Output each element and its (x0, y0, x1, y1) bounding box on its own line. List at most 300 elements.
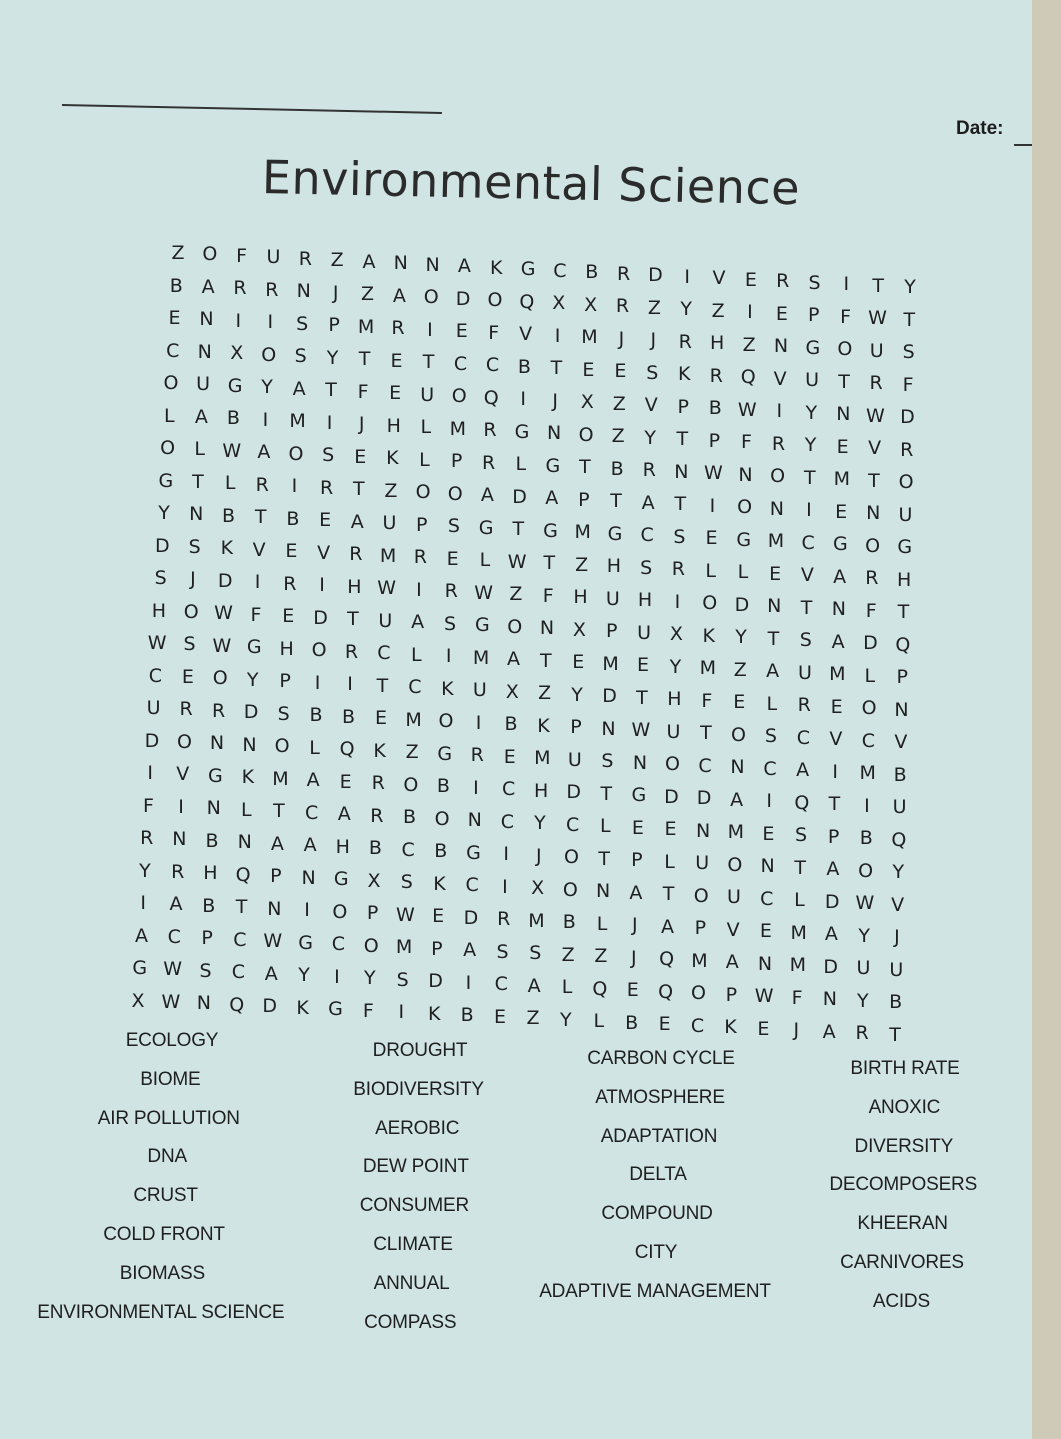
grid-letter: L (599, 815, 611, 838)
grid-letter: I (709, 494, 716, 517)
grid-letter: A (134, 924, 148, 947)
grid-letter: J (618, 327, 625, 350)
grid-letter: C (760, 887, 774, 910)
grid-letter: P (827, 825, 840, 848)
grid-letter: Y (735, 626, 747, 649)
grid-letter: R (283, 572, 297, 595)
grid-letter: N (197, 340, 212, 363)
grid-letter: W (222, 439, 242, 462)
grid-letter: W (474, 581, 493, 604)
grid-letter: O (261, 343, 277, 366)
grid-letter: I (304, 899, 310, 922)
grid-letter: V (773, 367, 787, 390)
grid-letter: Y (560, 1008, 572, 1031)
grid-letter: N (632, 751, 648, 774)
grid-letter: H (667, 688, 682, 711)
grid-letter: B (610, 457, 624, 480)
grid-letter: I (254, 571, 261, 594)
grid-letter: C (861, 729, 876, 752)
grid-letter: R (470, 744, 484, 767)
grid-letter: P (708, 429, 721, 452)
grid-letter: F (902, 373, 914, 396)
grid-letter: P (578, 488, 590, 511)
grid-letter: K (537, 714, 550, 737)
grid-letter: S (496, 940, 509, 963)
grid-letter: Q (891, 828, 907, 851)
word-bank-item: CRUST (133, 1185, 198, 1207)
grid-letter: O (438, 710, 454, 733)
grid-letter: T (347, 608, 359, 631)
grid-letter: Y (158, 502, 170, 524)
grid-letter: G (328, 998, 343, 1021)
grid-letter: M (767, 530, 785, 553)
grid-letter: P (279, 670, 291, 693)
grid-letter: F (142, 794, 154, 817)
page-title: Environmental Science (261, 150, 801, 216)
grid-letter: U (889, 958, 904, 981)
word-bank-item: DIVERSITY (854, 1135, 954, 1157)
grid-letter: Z (538, 682, 552, 705)
grid-letter: O (702, 592, 718, 615)
grid-letter: B (402, 806, 416, 829)
grid-letter: C (231, 961, 245, 984)
grid-letter: X (584, 293, 598, 316)
grid-letter: V (176, 763, 190, 786)
word-bank-item: COLD FRONT (103, 1224, 225, 1245)
grid-letter: M (833, 468, 851, 491)
grid-letter: O (693, 884, 709, 907)
grid-letter: A (257, 441, 271, 464)
grid-letter: A (392, 284, 406, 307)
grid-letter: V (317, 541, 331, 564)
grid-letter: N (172, 828, 187, 851)
grid-letter: B (859, 827, 873, 850)
grid-letter: T (600, 782, 613, 805)
grid-letter: L (419, 448, 430, 471)
grid-letter: S (294, 345, 307, 368)
grid-letter: O (403, 773, 419, 796)
grid-letter: A (362, 250, 376, 273)
grid-letter: N (209, 732, 225, 755)
grid-letter: T (235, 896, 248, 919)
grid-letter: O (451, 385, 467, 408)
grid-letter: J (793, 1019, 800, 1042)
grid-letter: I (684, 265, 690, 288)
word-bank-item: CARNIVORES (840, 1252, 964, 1273)
grid-letter: M (691, 949, 708, 972)
grid-letter: K (241, 766, 255, 789)
grid-letter: E (631, 816, 644, 839)
grid-letter: T (828, 793, 841, 816)
grid-letter: I (806, 499, 812, 522)
grid-letter: E (759, 920, 772, 943)
grid-letter: L (737, 561, 749, 584)
grid-letter: Y (858, 924, 870, 947)
grid-letter: Z (330, 249, 344, 272)
grid-letter: T (610, 490, 622, 513)
grid-letter: Y (363, 967, 376, 990)
grid-letter: I (147, 762, 153, 784)
grid-letter: C (553, 259, 567, 282)
grid-letter: E (319, 509, 332, 532)
grid-letter: I (235, 309, 242, 332)
grid-letter: D (428, 970, 443, 993)
grid-letter: R (709, 364, 723, 387)
grid-letter: R (344, 640, 359, 663)
grid-letter: N (696, 819, 711, 842)
grid-letter: E (705, 527, 718, 550)
grid-letter: N (822, 988, 838, 1011)
grid-letter: R (371, 772, 385, 795)
grid-letter: Z (360, 283, 375, 306)
grid-letter: W (263, 930, 283, 953)
grid-letter: Y (669, 655, 682, 678)
grid-letter: J (358, 413, 365, 436)
grid-letter: E (446, 547, 459, 570)
grid-letter: B (221, 504, 235, 527)
grid-letter: A (641, 491, 655, 514)
grid-letter: E (775, 302, 788, 325)
grid-letter: F (542, 584, 554, 607)
grid-letter: L (593, 1010, 605, 1033)
grid-letter: B (205, 829, 219, 852)
grid-letter: I (314, 671, 321, 694)
grid-letter: A (506, 648, 520, 671)
grid-letter: T (676, 428, 689, 451)
grid-letter: P (415, 513, 428, 536)
grid-letter: Y (246, 668, 259, 691)
grid-letter: K (427, 1002, 441, 1025)
grid-letter: A (833, 565, 847, 588)
grid-letter: S (277, 702, 290, 725)
grid-letter: A (730, 788, 744, 811)
grid-letter: S (322, 444, 335, 467)
grid-letter: E (582, 358, 595, 381)
word-bank-item: ADAPTIVE MANAGEMENT (539, 1280, 771, 1302)
grid-letter: D (243, 701, 259, 724)
grid-letter: I (427, 318, 433, 341)
grid-letter: T (352, 478, 365, 501)
grid-letter: W (395, 903, 415, 926)
grid-letter: F (236, 244, 248, 267)
grid-letter: H (896, 568, 912, 591)
grid-letter: Q (483, 386, 499, 409)
grid-letter: O (183, 600, 199, 623)
grid-letter: N (393, 252, 408, 275)
grid-letter: S (646, 361, 659, 384)
grid-letter: Z (405, 741, 419, 764)
grid-letter: S (808, 271, 821, 294)
grid-letter: G (227, 374, 243, 397)
grid-letter: N (757, 952, 773, 975)
grid-letter: G (520, 258, 536, 281)
grid-letter: G (466, 841, 481, 864)
grid-letter: I (776, 400, 783, 423)
grid-letter: I (416, 578, 422, 601)
grid-letter: G (333, 868, 349, 891)
grid-letter: J (894, 926, 900, 948)
grid-letter: L (479, 549, 491, 572)
grid-letter: H (386, 414, 401, 437)
grid-letter: H (534, 779, 549, 802)
grid-letter: Y (644, 426, 657, 449)
grid-letter: Q (592, 977, 608, 1000)
grid-letter: Y (680, 298, 693, 321)
grid-letter: K (386, 447, 399, 470)
grid-letter: W (855, 892, 875, 915)
grid-letter: Y (804, 434, 817, 457)
word-bank-item: CLIMATE (373, 1234, 453, 1255)
grid-letter: M (534, 747, 551, 770)
grid-letter: J (630, 946, 637, 969)
grid-letter: P (694, 917, 707, 940)
grid-letter: V (519, 323, 533, 346)
grid-letter: B (286, 507, 300, 530)
grid-letter: E (282, 605, 295, 628)
grid-letter: O (898, 471, 914, 493)
grid-letter: N (296, 280, 311, 303)
grid-letter: N (301, 866, 316, 889)
grid-letter: T (358, 348, 371, 371)
grid-letter: I (503, 843, 509, 866)
grid-letter: I (178, 795, 184, 818)
grid-letter: R (642, 459, 656, 482)
grid-letter: R (140, 827, 154, 849)
grid-letter: O (730, 723, 746, 746)
grid-letter: U (196, 373, 210, 396)
grid-letter: M (829, 663, 846, 686)
grid-letter: C (331, 933, 346, 956)
grid-letter: T (598, 847, 610, 870)
grid-letter: Y (298, 964, 310, 987)
grid-letter: K (678, 363, 691, 386)
grid-letter: O (837, 338, 853, 361)
grid-letter: B (625, 1011, 639, 1034)
grid-letter: I (475, 711, 482, 734)
grid-letter: E (389, 382, 402, 405)
word-bank-item: ECOLOGY (125, 1030, 219, 1051)
grid-letter: F (840, 305, 852, 328)
grid-letter: R (497, 908, 511, 931)
grid-letter: K (373, 739, 386, 762)
grid-letter: R (265, 278, 279, 301)
grid-letter: N (767, 595, 782, 618)
grid-letter: B (708, 397, 722, 420)
grid-letter: F (740, 431, 752, 454)
grid-letter: U (567, 748, 582, 771)
grid-letter: A (796, 759, 810, 782)
grid-letter: R (865, 567, 879, 590)
grid-letter: S (764, 725, 777, 748)
grid-letter: E (432, 905, 445, 928)
grid-letter: E (494, 1005, 507, 1028)
grid-letter: O (423, 286, 439, 309)
grid-letter: B (169, 274, 183, 297)
grid-letter: P (431, 937, 443, 960)
grid-letter: T (543, 552, 556, 575)
grid-letter: W (163, 958, 182, 981)
grid-letter: A (661, 915, 675, 938)
grid-letter: Y (856, 989, 869, 1012)
grid-letter: D (824, 890, 840, 913)
grid-letter: U (898, 503, 913, 526)
grid-letter: D (648, 264, 663, 287)
grid-letter: K (490, 256, 503, 279)
grid-letter: N (595, 880, 611, 903)
grid-letter: I (334, 965, 340, 988)
grid-letter: H (573, 586, 588, 609)
grid-letter: M (699, 657, 717, 680)
grid-letter: Z (711, 299, 725, 322)
grid-letter: D (155, 534, 170, 557)
grid-letter: T (636, 686, 648, 709)
grid-letter: C (698, 754, 712, 777)
grid-letter: S (601, 750, 614, 773)
grid-letter: R (900, 438, 914, 461)
grid-letter: M (379, 544, 397, 567)
grid-letter: U (472, 679, 487, 702)
grid-letter: S (188, 535, 201, 558)
grid-letter: U (666, 720, 681, 743)
grid-letter: A (350, 510, 364, 533)
grid-letter: T (422, 351, 435, 374)
grid-letter: D (455, 287, 471, 310)
word-bank-item: DNA (147, 1146, 187, 1168)
grid-letter: I (832, 760, 838, 783)
grid-letter: P (631, 849, 643, 872)
grid-letter: N (601, 717, 616, 740)
grid-letter: M (395, 936, 413, 959)
grid-letter: W (704, 462, 723, 485)
grid-letter: A (527, 974, 541, 997)
grid-letter: I (140, 892, 146, 914)
grid-letter: A (824, 923, 838, 946)
grid-letter: M (602, 652, 619, 675)
grid-letter: F (488, 321, 500, 344)
grid-letter: F (357, 380, 369, 403)
grid-letter: M (789, 954, 807, 977)
grid-letter: A (457, 255, 471, 278)
grid-letter: G (437, 742, 453, 765)
grid-letter: N (467, 809, 482, 832)
grid-letter: I (319, 574, 325, 597)
grid-letter: U (727, 886, 741, 909)
grid-letter: B (889, 991, 903, 1013)
grid-letter: C (233, 928, 247, 951)
grid-letter: N (206, 797, 221, 820)
grid-letter: V (726, 918, 740, 941)
grid-letter: N (831, 598, 846, 621)
grid-letter: S (396, 968, 409, 991)
grid-letter: O (176, 730, 192, 753)
grid-letter: T (794, 856, 807, 879)
grid-letter: Z (612, 392, 626, 415)
grid-letter: L (224, 472, 236, 495)
grid-letter: O (727, 853, 743, 876)
grid-letter: O (507, 615, 523, 638)
grid-letter: R (678, 330, 692, 353)
grid-letter: G (832, 533, 848, 556)
grid-letter: I (347, 673, 353, 696)
grid-letter: L (664, 850, 675, 873)
grid-letter: U (420, 383, 435, 406)
grid-letter: C (148, 664, 163, 687)
grid-letter: C (166, 339, 180, 362)
grid-letter: E (626, 979, 639, 1002)
grid-letter: N (730, 756, 745, 779)
grid-letter: V (829, 728, 843, 751)
grid-letter: N (237, 831, 252, 854)
grid-letter: A (826, 858, 840, 881)
grid-letter: M (272, 767, 289, 790)
grid-letter: D (313, 606, 328, 629)
grid-letter: O (332, 900, 348, 923)
grid-letter: K (220, 537, 234, 560)
grid-letter: D (863, 632, 878, 655)
grid-letter: Z (594, 945, 608, 968)
grid-letter: C (485, 354, 500, 377)
grid-letter: H (279, 637, 294, 660)
grid-letter: O (865, 534, 881, 557)
grid-letter: B (585, 261, 599, 284)
grid-letter: T (767, 627, 780, 650)
grid-letter: O (690, 982, 706, 1005)
grid-letter: T (838, 370, 850, 393)
grid-letter: N (866, 502, 881, 525)
grid-letter: I (445, 645, 452, 668)
grid-letter: N (189, 503, 204, 526)
grid-letter: N (267, 897, 282, 920)
grid-letter: D (734, 593, 750, 616)
grid-letter: A (264, 962, 278, 985)
grid-letter: P (677, 395, 690, 418)
grid-letter: N (196, 992, 211, 1015)
grid-letter: N (894, 698, 909, 721)
grid-letter: V (891, 893, 905, 916)
grid-letter: E (455, 320, 468, 343)
grid-letter: S (673, 525, 686, 548)
grid-letter: Y (534, 812, 546, 835)
grid-letter: E (836, 435, 849, 458)
grid-letter: X (230, 342, 244, 365)
grid-letter: H (203, 862, 218, 885)
grid-letter: R (233, 277, 247, 300)
grid-letter: X (552, 292, 566, 315)
grid-letter: S (154, 567, 167, 589)
grid-letter: E (614, 360, 627, 383)
grid-letter: S (640, 556, 653, 579)
grid-letter: T (889, 1023, 901, 1046)
grid-letter: W (865, 404, 885, 427)
grid-letter: B (562, 911, 576, 934)
grid-letter: D (900, 406, 915, 428)
word-bank-item: ANNUAL (373, 1272, 450, 1294)
grid-letter: I (398, 1001, 405, 1024)
grid-letter: M (472, 646, 490, 669)
grid-letter: A (545, 487, 559, 510)
grid-letter: T (254, 506, 267, 529)
grid-letter: W (147, 632, 167, 654)
grid-letter: L (410, 643, 422, 666)
grid-letter: E (168, 307, 181, 329)
grid-letter: R (771, 432, 786, 455)
grid-letter: L (766, 692, 778, 715)
grid-letter: C (167, 925, 181, 948)
grid-letter: Y (261, 376, 273, 399)
grid-letter: P (725, 983, 738, 1006)
grid-letter: J (552, 389, 559, 412)
grid-letter: L (309, 736, 320, 759)
